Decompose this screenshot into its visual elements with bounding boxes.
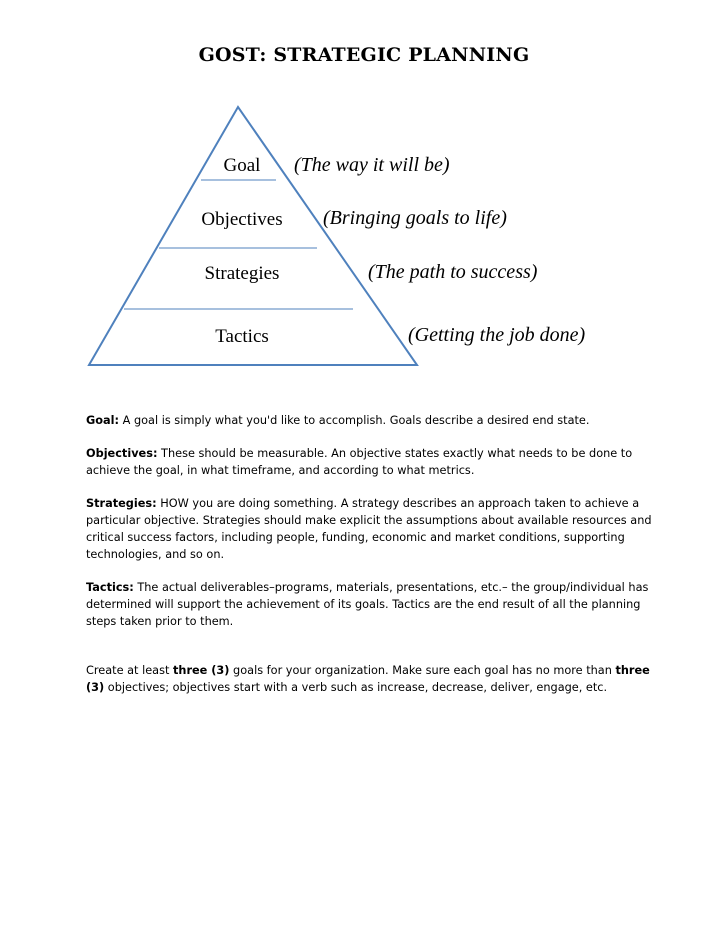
definition-term: Tactics: (86, 581, 134, 594)
pyramid-description-strategies: (The path to success) (368, 261, 538, 283)
definition-tactics (86, 579, 656, 630)
instructions-paragraph (86, 662, 656, 696)
pyramid-description-objectives: (Bringing goals to life) (323, 207, 507, 229)
pyramid-description-tactics: (Getting the job done) (408, 324, 586, 346)
pyramid-level-strategies: Strategies (204, 263, 280, 284)
definition-term: Objectives: (86, 447, 158, 460)
page-title: GOST: STRATEGIC PLANNING (198, 44, 530, 66)
pyramid-level-objectives: Objectives (201, 209, 283, 230)
definition-text: These should be measurable. An objective states exactly what needs to be done to achieve the goal, in what timeframe, and according to what metrics. (86, 447, 633, 477)
instructions-emphasis: three (3) (86, 664, 650, 694)
definition-term: Strategies: (86, 497, 157, 510)
pyramid-level-goal: Goal (223, 155, 261, 176)
definition-goal (86, 412, 656, 429)
instructions-text: goals for your organization. Make sure each goal has no more than (229, 664, 616, 677)
instructions-text: objectives; objectives start with a verb such as increase, decrease, deliver, engage, etc. (104, 681, 608, 694)
definition-objectives (86, 445, 656, 479)
pyramid-description-goal: (The way it will be) (294, 154, 450, 176)
gost-pyramid-diagram (80, 98, 620, 373)
definition-text: The actual deliverables–programs, materials, presentations, etc.– the group/individual has determined will support the achievement of its goals. Tactics are the end result of all the planning steps taken prior to them. (86, 581, 649, 628)
definition-term: Goal: (86, 414, 120, 427)
definition-text: A goal is simply what you'd like to accomplish. Goals describe a desired end state. (119, 414, 590, 427)
definitions-section (86, 412, 656, 712)
pyramid-level-tactics: Tactics (215, 326, 269, 347)
definition-strategies (86, 495, 656, 563)
instructions-text: Create at least (86, 664, 173, 677)
instructions-emphasis: three (3) (173, 664, 230, 677)
definition-text: HOW you are doing something. A strategy describes an approach taken to achieve a particular objective. Strategies should make explicit the assumptions about available resources and critical success factors, including people, funding, economic and market conditions, supporting technologies, and so on. (86, 497, 652, 561)
